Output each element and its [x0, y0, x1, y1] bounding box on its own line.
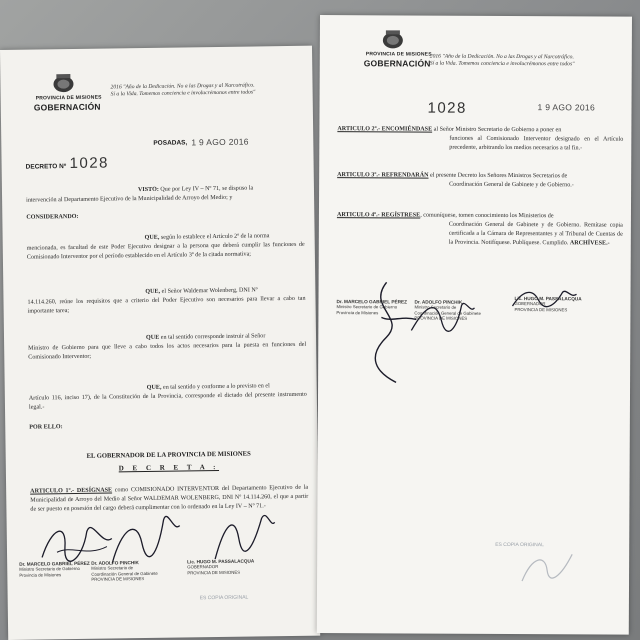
signature-passalacqua-icon: [206, 508, 277, 564]
place-label: POSADAS,: [153, 139, 188, 147]
article-2: ARTICULO 2º.- ENCOMIÉNDASE al Señor Ministro Secretario de Gobierno a poner en funciones al Comisionado Interventor designado en el Artículo precedente, arbitrando los medios necesarios a tal fin.-: [337, 126, 624, 152]
government-label: GOBERNACIÓN: [363, 58, 431, 69]
decree-number: 1028: [427, 99, 467, 117]
decree-page-1: [0, 46, 320, 640]
year-motto: 2016 "Año de la Dedicación. No a las Drogas y al Narcotráfico. Sí a la Vida. Tomemos conciencia e involucrémonos entre todos": [110, 82, 256, 98]
decree-label: DECRETO Nº: [25, 163, 67, 171]
decree-number: 1028: [69, 154, 110, 173]
province-crest-icon: [380, 27, 406, 49]
date-stamp: 1 9 AGO 2016: [537, 102, 596, 113]
date-stamp: 1 9 AGO 2016: [191, 136, 249, 148]
copy-stamp: ES COPIA ORIGINAL: [199, 594, 249, 602]
considerando-heading: CONSIDERANDO:: [26, 213, 79, 221]
year-motto: 2016 "Año de la Dedicación. No a las Drogas y al Narcotráfico. Sí a la Vida. Tomemos conciencia e involucrémonos entre todos": [429, 53, 575, 68]
article-3: ARTICULO 3º.- REFRENDARÁN el presente Decreto los Señores Ministros Secretarios de Coordinación General de Gabinete y de Gobierno.-: [337, 172, 574, 189]
article-1: ARTICULO 1º.- DESÍGNASE como COMISIONADO INTERVENTOR del Departamento Ejecutivo de la Municipalidad de Arroyo del Medio al Señor WALDEMAR WOLENBERG, DNI Nº 14.114.260, el que a partir de ser puesto en posesión del cargo deberá cumplimentar con lo ordenado en la Ley IV – Nº 71.-: [30, 484, 309, 513]
government-label: GOBERNACIÓN: [33, 101, 101, 113]
visto-paragraph: VISTO: Que por Ley IV – Nº 71, se dispuso la intervención al Departamento Ejecutivo de la Municipalidad de Arroyo del Medio; y: [26, 185, 254, 204]
province-crest-icon: [50, 71, 76, 93]
copy-stamp: ES COPIA ORIGINAL: [495, 541, 544, 549]
article-4: ARTICULO 4º.- REGÍSTRESE, comuníquese, tomen conocimiento los Ministerios de Coordinación General de Gabinete y de Gobierno. Remítase copia certificada a la Cámara de Representantes y al Tribunal de Cuentas de la Provincia. Notifíquese. Publíquese. Cumplido. ARCHÍVESE.-: [336, 212, 623, 247]
province-label: PROVINCIA DE MISIONES: [365, 51, 432, 58]
signature-block-perez: Dr. MARCELO GABRIEL PÉREZ Ministro Secretario de Gobierno Provincia de Misiones: [336, 299, 408, 315]
considerando-paragraph-2: QUE, el Señor Waldemar Wolenberg, DNI Nº 14.114.260, reúne los requisitos que a criterio del Poder Ejecutivo son necesarios para llevar a cabo tan importante tarea;: [27, 287, 306, 315]
por-ello-label: POR ELLO:: [29, 424, 63, 431]
signature-block-passalacqua: Lic. HUGO M. PASSALACQUA GOBERNADOR PROVINCIA DE MISIONES: [187, 558, 255, 576]
considerando-paragraph-3: QUE en tal sentido corresponde instruir al Señor Ministro de Gobierno para que lleve a cabo todos los actos necesarios para la puesta en funciones del Comisionado Interventor;: [28, 333, 307, 361]
signature-block-pinchik: Dr. ADOLFO PINCHIK Ministro Secretario de Coordinación General de Gabinete PROVINCIA DE MISIONES: [414, 299, 481, 321]
governor-title: EL GOBERNADOR DE LA PROVINCIA DE MISIONES: [86, 450, 251, 460]
decreta-heading: D E C R E T A :: [118, 462, 220, 473]
faded-signature-icon: [517, 546, 577, 586]
decree-page-2: [317, 15, 632, 635]
considerando-paragraph-1: QUE, según lo establece el Artículo 2º de la norma mencionada, es facultad de este Poder Ejecutivo designar a la persona que deberá cumplir las funciones de Comisionado Interventor por el período establecido en el Artículo 3º de la citada normativa;: [26, 233, 305, 261]
considerando-paragraph-4: QUE, en tal sentido y conforme a lo previsto en el Artículo 116, inciso 17), de la Constitución de la Provincia, corresponde el dictado del presente instrumento legal.-: [28, 383, 307, 411]
province-label: PROVINCIA DE MISIONES: [35, 94, 102, 102]
signature-block-passalacqua: Lic. HUGO M. PASSALACQUA GOBERNADOR PROVINCIA DE MISIONES: [514, 296, 582, 312]
signature-block-pinchik: Dr. ADOLFO PINCHIK Ministro Secretario de Coordinación General de Gabinete PROVINCIA DE MISIONES: [91, 560, 158, 582]
signature-block-perez: Dr. MARCELO GABRIEL PÉREZ Ministro Secretario de Gobierno Provincia de Misiones: [19, 560, 90, 578]
